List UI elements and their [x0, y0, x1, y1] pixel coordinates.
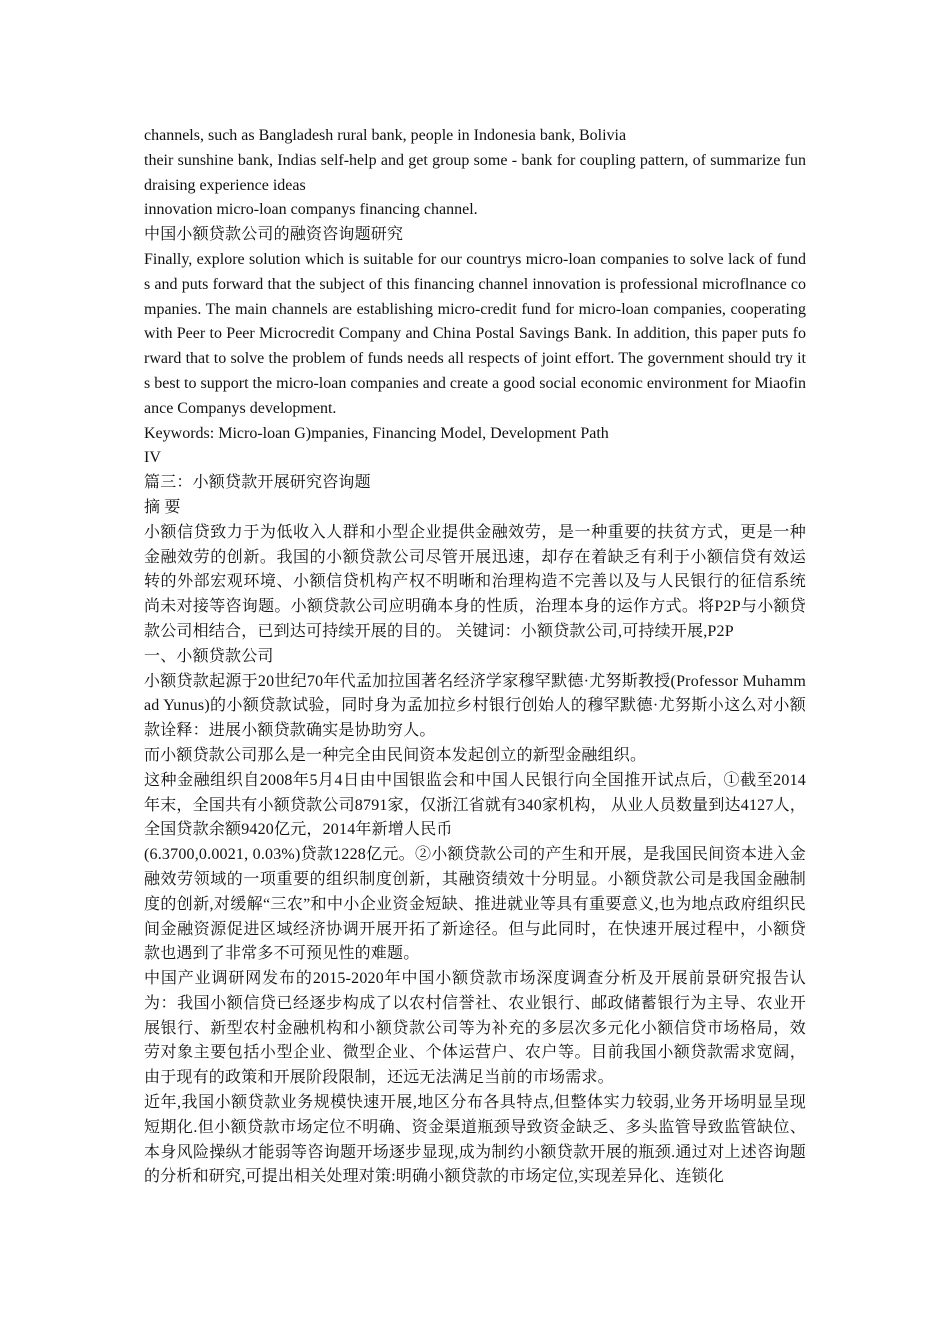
paragraph-loan-development: (6.3700,0.0021, 0.03%)贷款1228亿元。②小额贷款公司的产生和开展，是我国民间资本进入金融效劳领域的一项重要的组织制度创新，其融资绩效十分明显。小额贷款公司是我国金融制度的创新,对缓解“三农”和中小企业资金短缺、推进就业等具有重要意义,也为地点政府组织民间金融资源促进区域经济协调开展开拓了新途径。但与此同时，在快速开展过程中，小额贷款也遇到了非常多不可预见性的难题。: [144, 846, 806, 963]
paragraph-keywords-english: Keywords: Micro-loan G)mpanies, Financing Model, Development Path: [144, 424, 609, 442]
paragraph-chinese-title-financing: 中国小额贷款公司的融资咨询题研究: [144, 226, 404, 244]
section-title-part-three: 篇三：小额贷款开展研究咨询题: [144, 474, 371, 492]
paragraph-sunshine-bank: their sunshine bank, Indias self-help and get group some - bank for coupling pattern, of summarize fundraising experience ideas: [144, 151, 806, 194]
paragraph-chinese-abstract: 小额信贷致力于为低收入人群和小型企业提供金融效劳，是一种重要的扶贫方式，更是一种金融效劳的创新。我国的小额贷款公司尽管开展迅速，却存在着缺乏有利于小额信贷有效运转的外部宏观环境、小额信贷机构产权不明晰和治理构造不完善以及与人民银行的征信系统尚未对接等咨询题。小额贷款公司应明确本身的性质，治理本身的运作方式。将P2P与小额贷款公司相结合，已到达可持续开展的目的。 关键词：小额贷款公司,可持续开展,P2P: [144, 523, 806, 640]
page-number-roman: IV: [144, 449, 161, 467]
paragraph-private-capital: 而小额贷款公司那么是一种完全由民间资本发起创立的新型金融组织。: [144, 746, 647, 764]
paragraph-financing-channels-intro: channels, such as Bangladesh rural bank, people in Indonesia bank, Bolivia: [144, 127, 627, 144]
paragraph-innovation-channel: innovation micro-loan companys financing channel.: [144, 201, 478, 219]
paragraph-pilot-statistics: 这种金融组织自2008年5月4日由中国银监会和中国人民银行向全国推开试点后，①截至2014年末，全国共有小额贷款公司8791家，仅浙江省就有340家机构， 从业人员数量到达4127人，全国贷款余额9420亿元，2014年新增人民币: [144, 771, 806, 839]
paragraph-origin-microloan: 小额贷款起源于20世纪70年代孟加拉国著名经济学家穆罕默德·尤努斯教授(Professor Muhammad Yunus)的小额贷款试验，同时身为孟加拉乡村银行创始人的穆罕默德·尤努斯小这么对小额款诠释：进展小额贷款确实是协助穷人。: [144, 672, 806, 740]
abstract-heading: 摘 要: [144, 498, 181, 516]
document-page: [144, 124, 806, 1190]
paragraph-industry-report: 中国产业调研网发布的2015-2020年中国小额贷款市场深度调查分析及开展前景研究报告认为：我国小额信贷已经逐步构成了以农村信誉社、农业银行、邮政储蓄银行为主导、农业开展银行、新型农村金融机构和小额贷款公司等为补充的多层次多元化小额信贷市场格局，效劳对象主要包括小型企业、微型企业、个体运营户、农户等。目前我国小额贷款需求宽阔，由于现有的政策和开展阶段限制，还远无法满足当前的市场需求。: [144, 970, 806, 1087]
paragraph-recent-years: 近年,我国小额贷款业务规模快速开展,地区分布各具特点,但整体实力较弱,业务开场明显呈现短期化.但小额贷款市场定位不明确、资金渠道瓶颈导致资金缺乏、多头监管导致监管缺位、本身风险操纵才能弱等咨询题开场逐步显现,成为制约小额贷款开展的瓶颈.通过对上述咨询题的分析和研究,可提出相关处理对策:明确小额贷款的市场定位,实现差异化、连锁化: [144, 1094, 806, 1186]
section-heading-microloan-company: 一、小额贷款公司: [144, 647, 274, 665]
paragraph-english-abstract: Finally, explore solution which is suitable for our countrys micro-loan companies to solve lack of funds and puts forward that the subject of this financing channel innovation is professional microflnance companies. The main channels are establishing micro-credit fund for micro-loan companies, cooperating with Peer to Peer Microcredit Company and China Postal Savings Bank. In addition, this paper puts forward that to solve the problem of funds needs all respects of joint effort. The government should try its best to support the micro-loan companies and create a good social economic environment for Miaofinance Companys development.: [144, 250, 806, 417]
